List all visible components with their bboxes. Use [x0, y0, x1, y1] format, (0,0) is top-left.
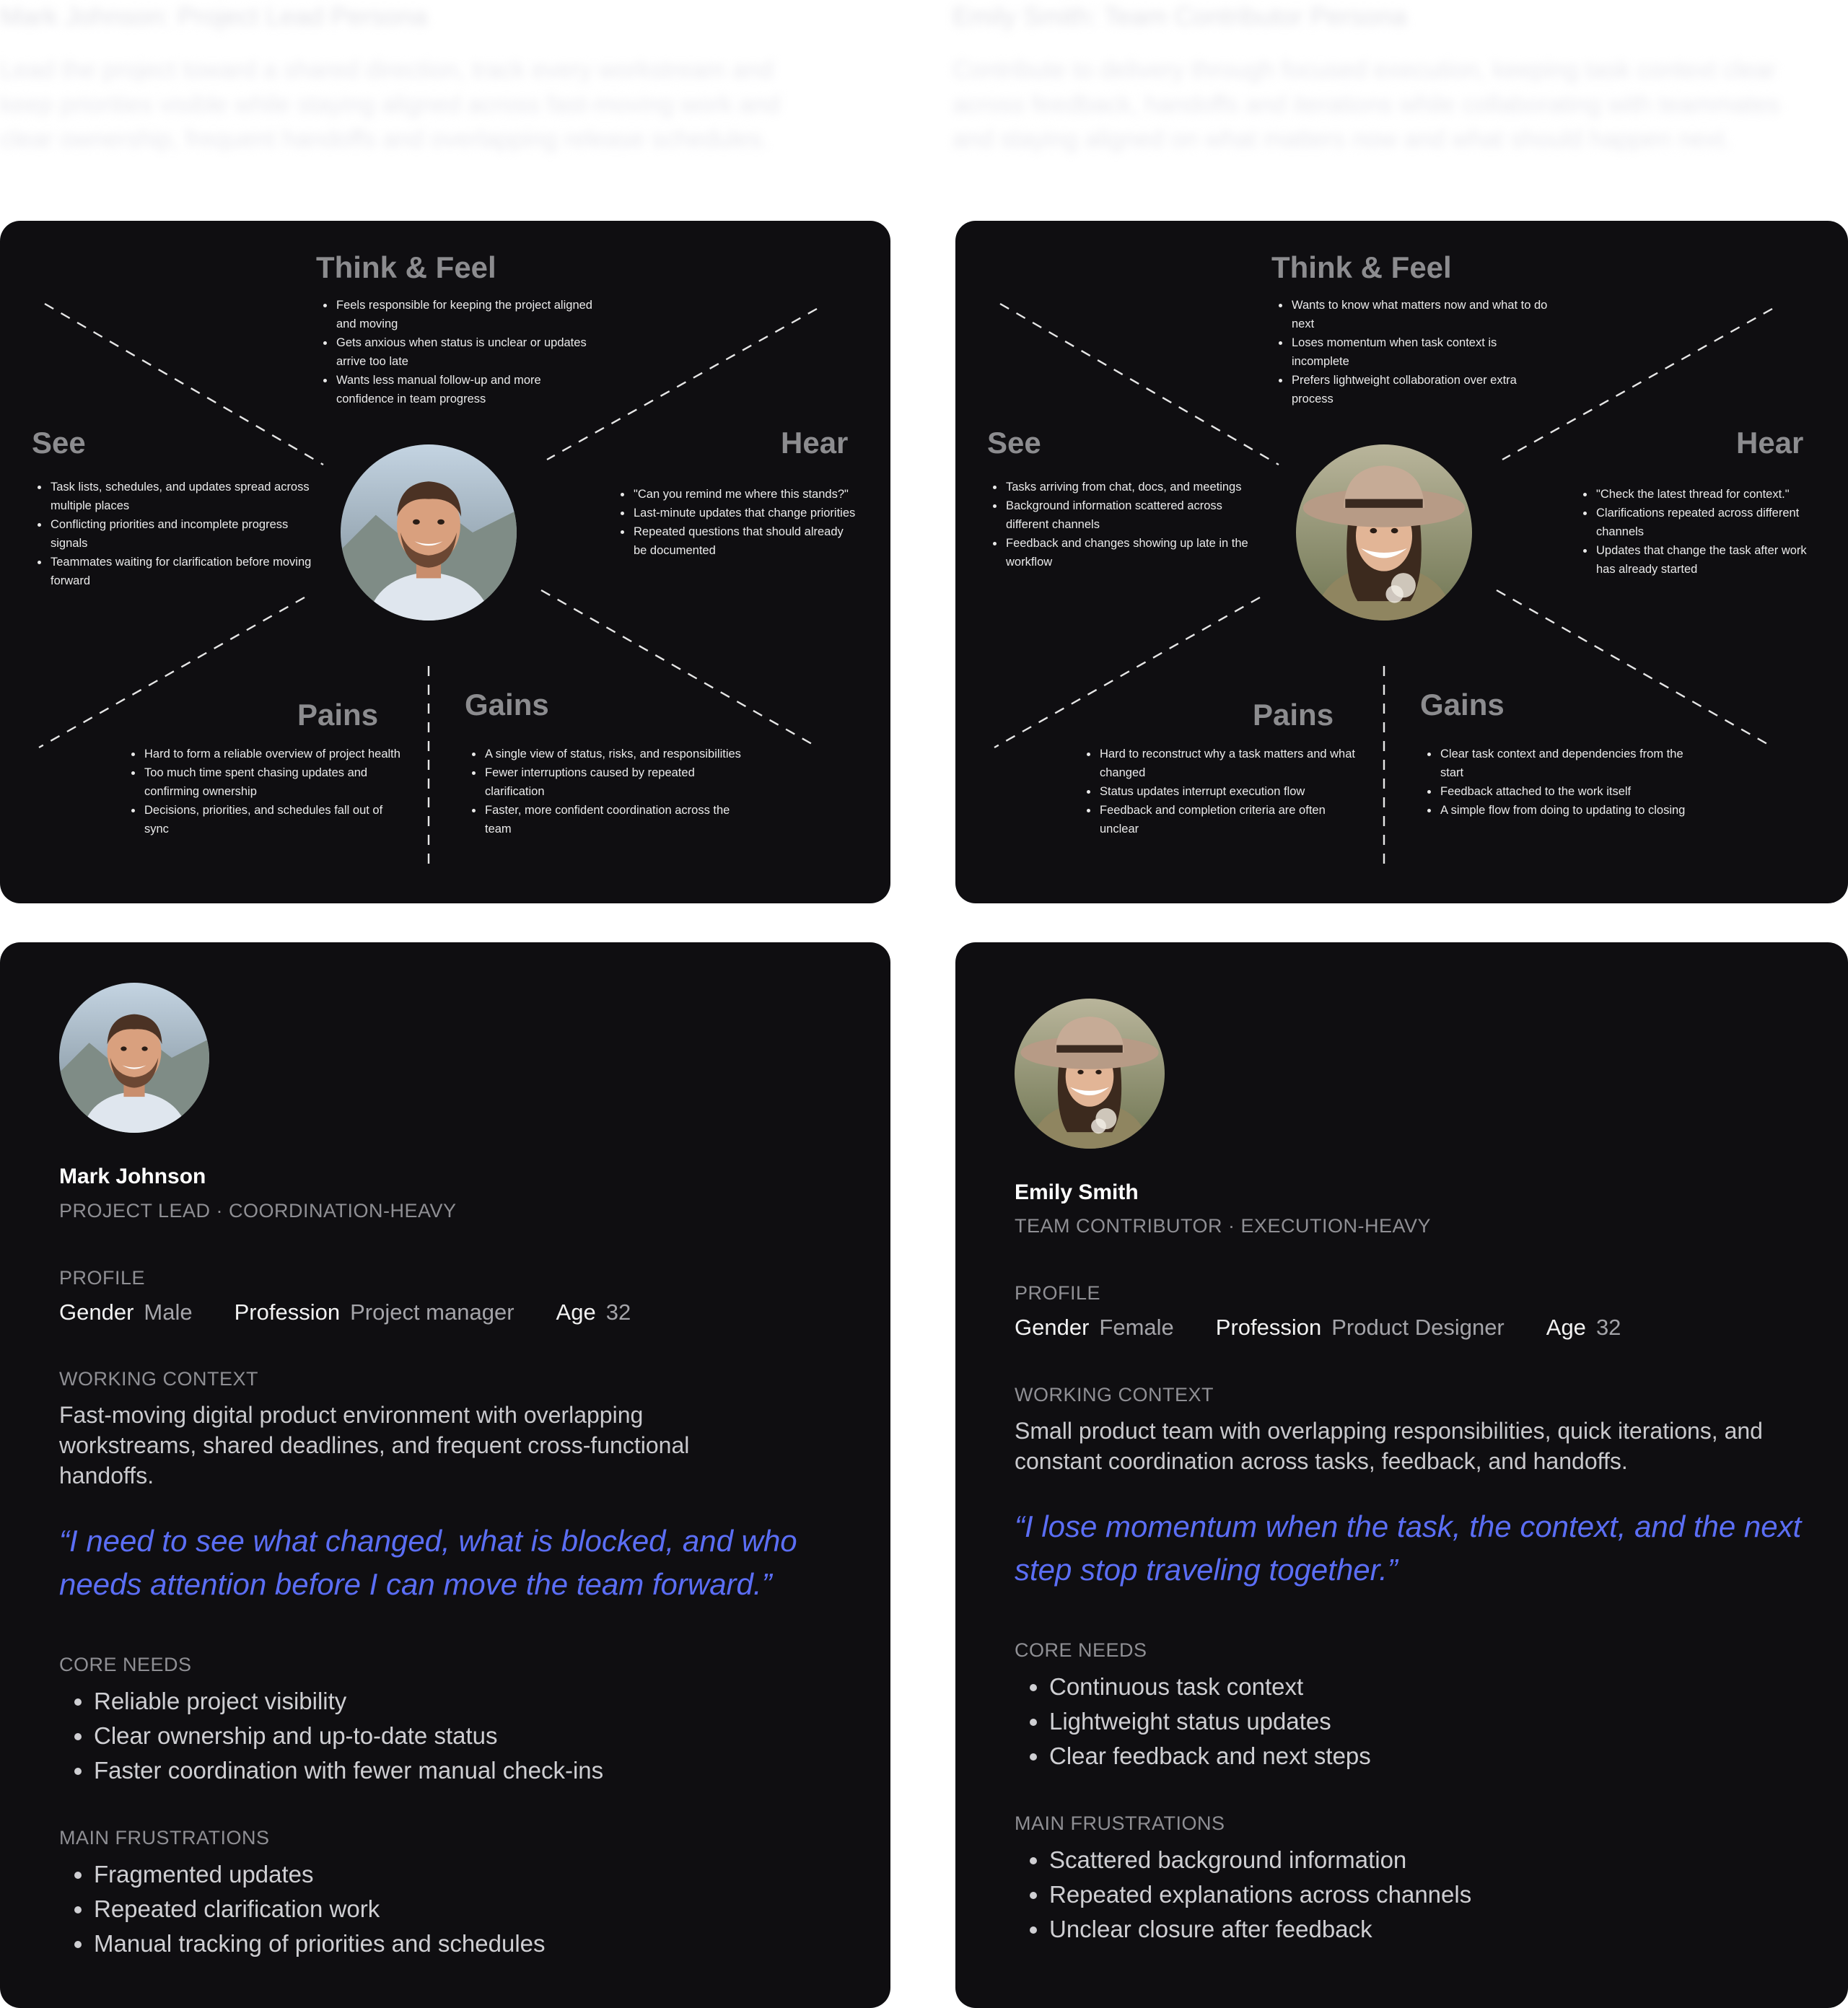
age-value: 32: [1595, 1315, 1621, 1340]
profile-label: PROFILE: [59, 1267, 146, 1289]
list-item: • Feedback attached to the work itself: [1439, 782, 1706, 801]
think-feel-title: Think & Feel: [1271, 250, 1452, 284]
working-context-label: WORKING CONTEXT: [1015, 1384, 1214, 1406]
see-list: [987, 478, 1257, 571]
gains-title: Gains: [1420, 688, 1505, 722]
list-item: • Repeated questions that should already be documented: [632, 522, 856, 560]
empathy-map-card-emily: [955, 221, 1848, 903]
hear-title: Hear: [1736, 426, 1804, 460]
list-item: • Hard to reconstruct why a task matters and what changed: [1098, 745, 1365, 782]
man-avatar-photo: [341, 444, 517, 621]
core-needs-list: [59, 1684, 815, 1788]
persona-role: PROJECT LEAD · COORDINATION-HEAVY: [59, 1200, 457, 1222]
list-item: • Updates that change the task after work has already started: [1595, 541, 1826, 579]
gender-value: Male: [144, 1299, 193, 1325]
persona-name: Mark Johnson: [59, 1165, 206, 1188]
list-item: • Continuous task context: [1049, 1670, 1771, 1704]
main-frustrations-label: MAIN FRUSTRATIONS: [59, 1827, 270, 1849]
list-item: • Feels responsible for keeping the project aligned and moving: [335, 296, 595, 333]
profession-value: Product Designer: [1331, 1315, 1505, 1340]
gender-label: Gender: [59, 1299, 134, 1325]
hear-list: [615, 485, 856, 560]
working-context-text: Fast-moving digital product environment with overlapping workstreams, shared deadlines, and frequent cross-functional handoffs.: [59, 1402, 690, 1489]
persona-card-mark: [0, 942, 890, 2008]
core-needs-label: CORE NEEDS: [59, 1654, 192, 1675]
list-item: • Wants to know what matters now and what to do next: [1290, 296, 1550, 333]
pains-title: Pains: [1253, 698, 1334, 732]
list-item: • Feedback and changes showing up late in the workflow: [1004, 534, 1257, 571]
list-item: • Conflicting priorities and incomplete progress signals: [49, 515, 316, 553]
list-item: • Status updates interrupt execution flow: [1098, 782, 1365, 801]
think-feel-list: [318, 296, 595, 408]
age-label: Age: [1546, 1315, 1586, 1340]
pains-title: Pains: [297, 698, 379, 732]
profession-value: Project manager: [350, 1299, 514, 1325]
think-feel-title: Think & Feel: [316, 250, 496, 284]
main-frustrations-label: MAIN FRUSTRATIONS: [1015, 1812, 1225, 1834]
list-item: • Repeated clarification work: [94, 1892, 815, 1926]
see-title: See: [32, 426, 86, 460]
list-item: • A simple flow from doing to updating to closing: [1439, 801, 1706, 820]
persona-quote: “I need to see what changed, what is blocked, and who needs attention before I can move the team forward.”: [59, 1524, 797, 1601]
profile-label: PROFILE: [1015, 1282, 1101, 1304]
woman-avatar-photo: [1015, 999, 1165, 1149]
profile-row: [1015, 1315, 1663, 1341]
pains-list: [126, 745, 410, 838]
list-item: • A single view of status, risks, and responsibilities: [483, 745, 750, 763]
persona-role: TEAM CONTRIBUTOR · EXECUTION-HEAVY: [1015, 1215, 1432, 1237]
gender-value: Female: [1099, 1315, 1174, 1340]
background-line: Lead the project toward a shared direction, track every workstream and: [0, 56, 774, 84]
persona-card-emily: [955, 942, 1848, 2008]
list-item: • Fewer interruptions caused by repeated clarification: [483, 763, 750, 801]
list-item: • Faster coordination with fewer manual check-ins: [94, 1753, 815, 1788]
list-item: • "Can you remind me where this stands?": [632, 485, 856, 504]
profession-label: Profession: [234, 1299, 341, 1325]
list-item: • Prefers lightweight collaboration over extra process: [1290, 371, 1550, 408]
list-item: • Repeated explanations across channels: [1049, 1877, 1771, 1912]
core-needs-list: [1015, 1670, 1771, 1774]
list-item: • Clear task context and dependencies from the start: [1439, 745, 1706, 782]
hear-list: [1577, 485, 1826, 579]
list-item: • Last-minute updates that change priorities: [632, 504, 856, 522]
background-title-right: Emily Smith: Team Contributor Persona: [953, 1, 1407, 31]
gains-title: Gains: [465, 688, 549, 722]
list-item: • Feedback and completion criteria are often unclear: [1098, 801, 1365, 838]
profile-row: [59, 1299, 673, 1325]
empathy-map-card-mark: [0, 221, 890, 903]
list-item: • Too much time spent chasing updates and confirming ownership: [143, 763, 410, 801]
gains-list: [1422, 745, 1706, 820]
list-item: • Tasks arriving from chat, docs, and meetings: [1004, 478, 1257, 496]
background-title-left: Mark Johnson: Project Lead Persona: [0, 1, 428, 31]
profession-label: Profession: [1215, 1315, 1322, 1340]
list-item: • Scattered background information: [1049, 1843, 1771, 1877]
list-item: • Teammates waiting for clarification before moving forward: [49, 553, 316, 590]
list-item: • Reliable project visibility: [94, 1684, 815, 1719]
hear-title: Hear: [781, 426, 849, 460]
list-item: • "Check the latest thread for context.": [1595, 485, 1826, 504]
background-line: across feedback, handoffs and iterations while collaborating with teammates: [953, 91, 1780, 118]
list-item: • Task lists, schedules, and updates spread across multiple places: [49, 478, 316, 515]
list-item: • Hard to form a reliable overview of project health: [143, 745, 410, 763]
think-feel-list: [1273, 296, 1550, 408]
list-item: • Manual tracking of priorities and schedules: [94, 1926, 815, 1961]
background-line: clear ownership, frequent handoffs and overlapping release schedules.: [0, 126, 769, 153]
list-item: • Wants less manual follow-up and more confidence in team progress: [335, 371, 595, 408]
background-line: and staying aligned on what matters now and what should happen next.: [953, 126, 1732, 153]
list-item: • Lightweight status updates: [1049, 1704, 1771, 1739]
list-item: • Faster, more confident coordination across the team: [483, 801, 750, 838]
list-item: • Fragmented updates: [94, 1857, 815, 1892]
list-item: • Unclear closure after feedback: [1049, 1912, 1771, 1947]
gains-list: [466, 745, 750, 838]
age-label: Age: [556, 1299, 596, 1325]
persona-name: Emily Smith: [1015, 1180, 1139, 1204]
working-context-label: WORKING CONTEXT: [59, 1368, 258, 1390]
see-list: [32, 478, 316, 590]
background-line: keep priorities visible while staying aligned across fast-moving work and: [0, 91, 780, 118]
list-item: • Decisions, priorities, and schedules fall out of sync: [143, 801, 410, 838]
list-item: • Clarifications repeated across different channels: [1595, 504, 1826, 541]
age-value: 32: [605, 1299, 631, 1325]
main-frustrations-list: [1015, 1843, 1771, 1947]
pains-list: [1081, 745, 1365, 838]
list-item: • Gets anxious when status is unclear or updates arrive too late: [335, 333, 595, 371]
main-frustrations-list: [59, 1857, 815, 1961]
persona-quote: “I lose momentum when the task, the context, and the next step stop traveling together.”: [1015, 1509, 1802, 1587]
list-item: • Background information scattered across different channels: [1004, 496, 1257, 534]
man-avatar-photo: [59, 983, 209, 1133]
working-context-text: Small product team with overlapping responsibilities, quick iterations, and constant coordination across tasks, feedback, and handoffs.: [1015, 1418, 1763, 1474]
core-needs-label: CORE NEEDS: [1015, 1639, 1147, 1661]
list-item: • Clear ownership and up-to-date status: [94, 1719, 815, 1753]
list-item: • Clear feedback and next steps: [1049, 1739, 1771, 1774]
woman-avatar-photo: [1296, 444, 1472, 621]
see-title: See: [987, 426, 1041, 460]
list-item: • Loses momentum when task context is incomplete: [1290, 333, 1550, 371]
background-line: Contribute to delivery through focused execution, keeping task context clear: [953, 56, 1777, 84]
gender-label: Gender: [1015, 1315, 1090, 1340]
